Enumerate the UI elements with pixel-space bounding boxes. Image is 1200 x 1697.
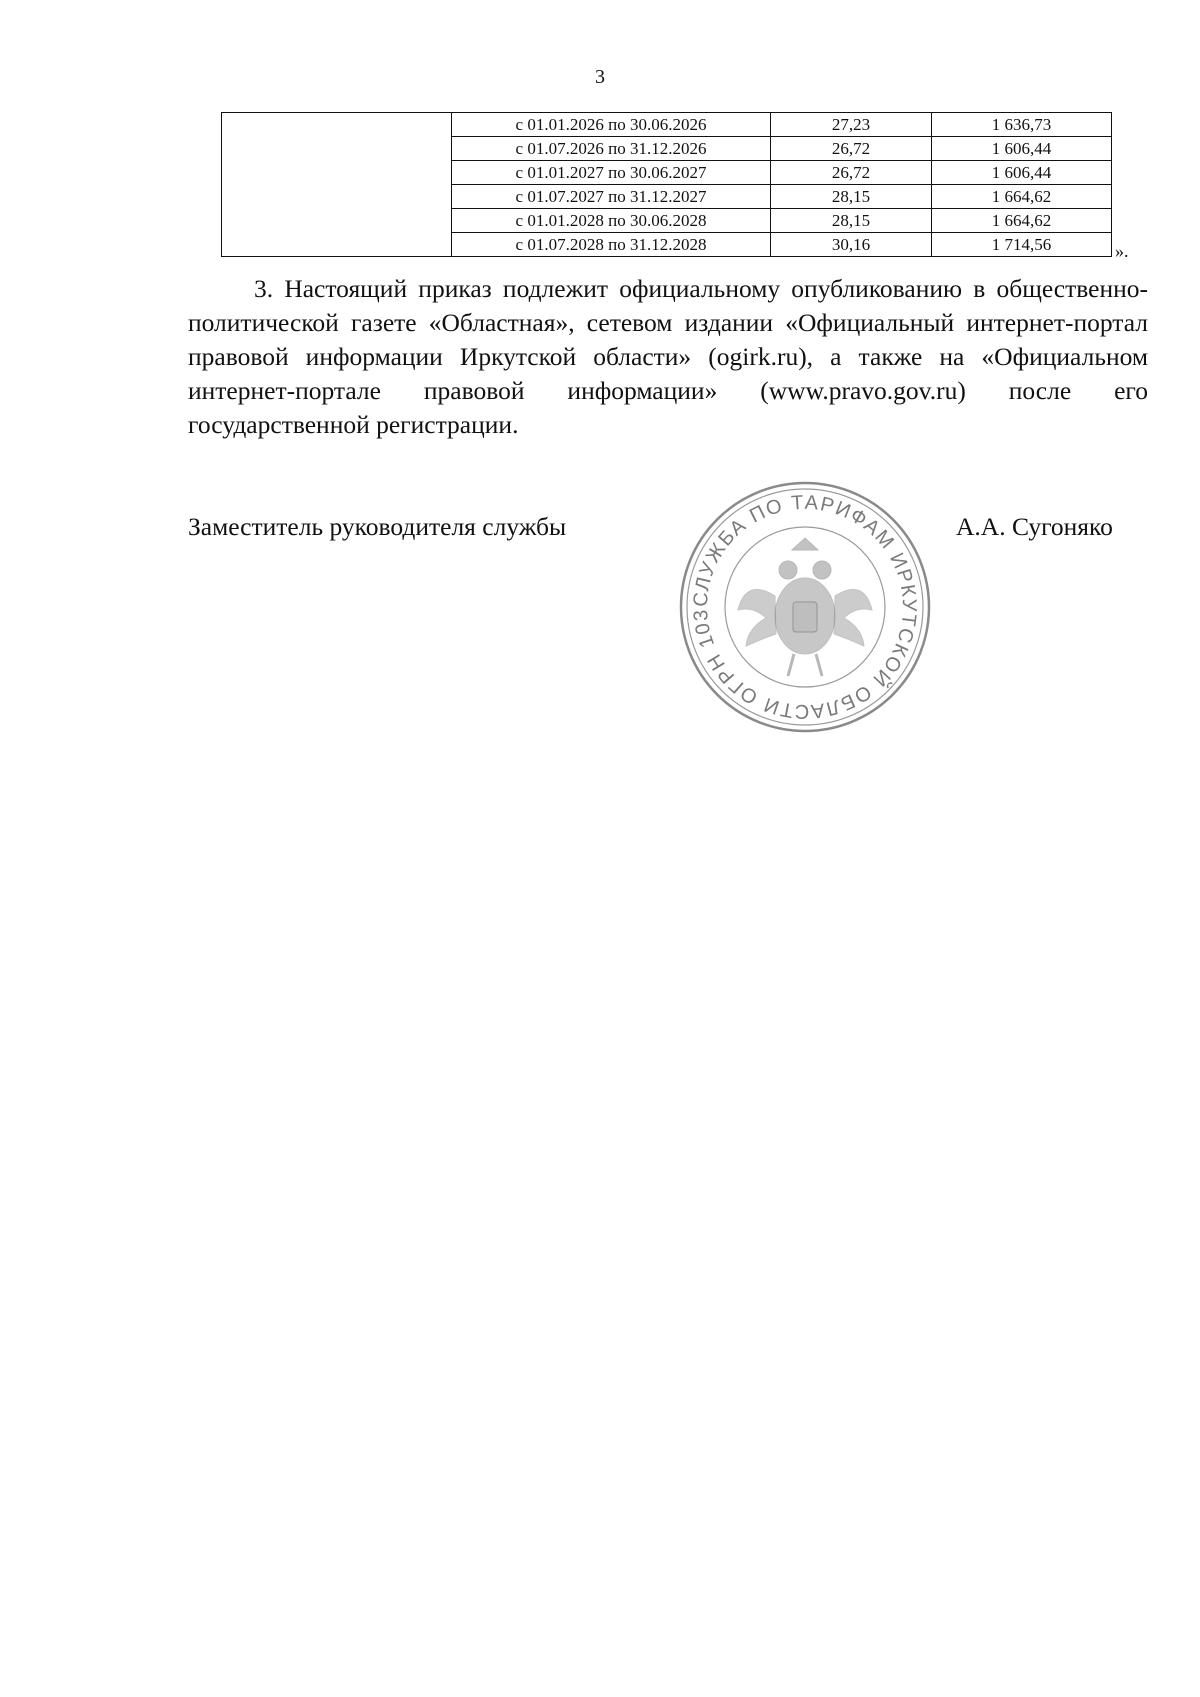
paragraph-text: 3. Настоящий приказ подлежит официальному опубликованию в общественно-политической газете «Областная», сетевом издании «Официальный интернет-портал правовой информации Иркутской области» (ogirk.ru), а также на «Официальном интернет-портале правовой информации» (www.pravo.gov.ru) после его государственной регистрации. [188,274,1148,439]
signer-title: Заместитель руководителя службы [188,512,567,541]
value1-cell: 27,23 [771,113,932,137]
table-row [222,113,1112,137]
value1-cell: 28,15 [771,209,932,233]
value1-cell: 26,72 [771,161,932,185]
period-cell: с 01.01.2026 по 30.06.2026 [452,113,771,137]
period-cell: с 01.07.2027 по 31.12.2027 [452,185,771,209]
stamp-text: СЛУЖБА ПО ТАРИФАМ ИРКУТСКОЙ ОБЛАСТИ ОГРН 103 [689,491,921,723]
value2-cell: 1 714,56 [932,233,1112,257]
closing-quote-mark: ». [1115,241,1129,261]
value2-cell: 1 664,62 [932,185,1112,209]
period-cell: с 01.07.2028 по 31.12.2028 [452,233,771,257]
official-stamp [676,478,934,736]
value2-cell: 1 606,44 [932,161,1112,185]
period-cell: с 01.07.2026 по 31.12.2026 [452,137,771,161]
value1-cell: 30,16 [771,233,932,257]
tariff-table [221,112,1112,257]
coat-of-arms-icon [738,538,872,676]
period-cell: с 01.01.2027 по 30.06.2027 [452,161,771,185]
value1-cell: 28,15 [771,185,932,209]
publication-paragraph [188,272,1148,442]
stamp-seal-icon [676,478,934,736]
signer-name: А.А. Сугоняко [956,512,1113,541]
value2-cell: 1 664,62 [932,209,1112,233]
value2-cell: 1 606,44 [932,137,1112,161]
value1-cell: 26,72 [771,137,932,161]
page-number: 3 [595,66,605,88]
table-blank-cell [222,113,452,257]
value2-cell: 1 636,73 [932,113,1112,137]
period-cell: с 01.01.2028 по 30.06.2028 [452,209,771,233]
